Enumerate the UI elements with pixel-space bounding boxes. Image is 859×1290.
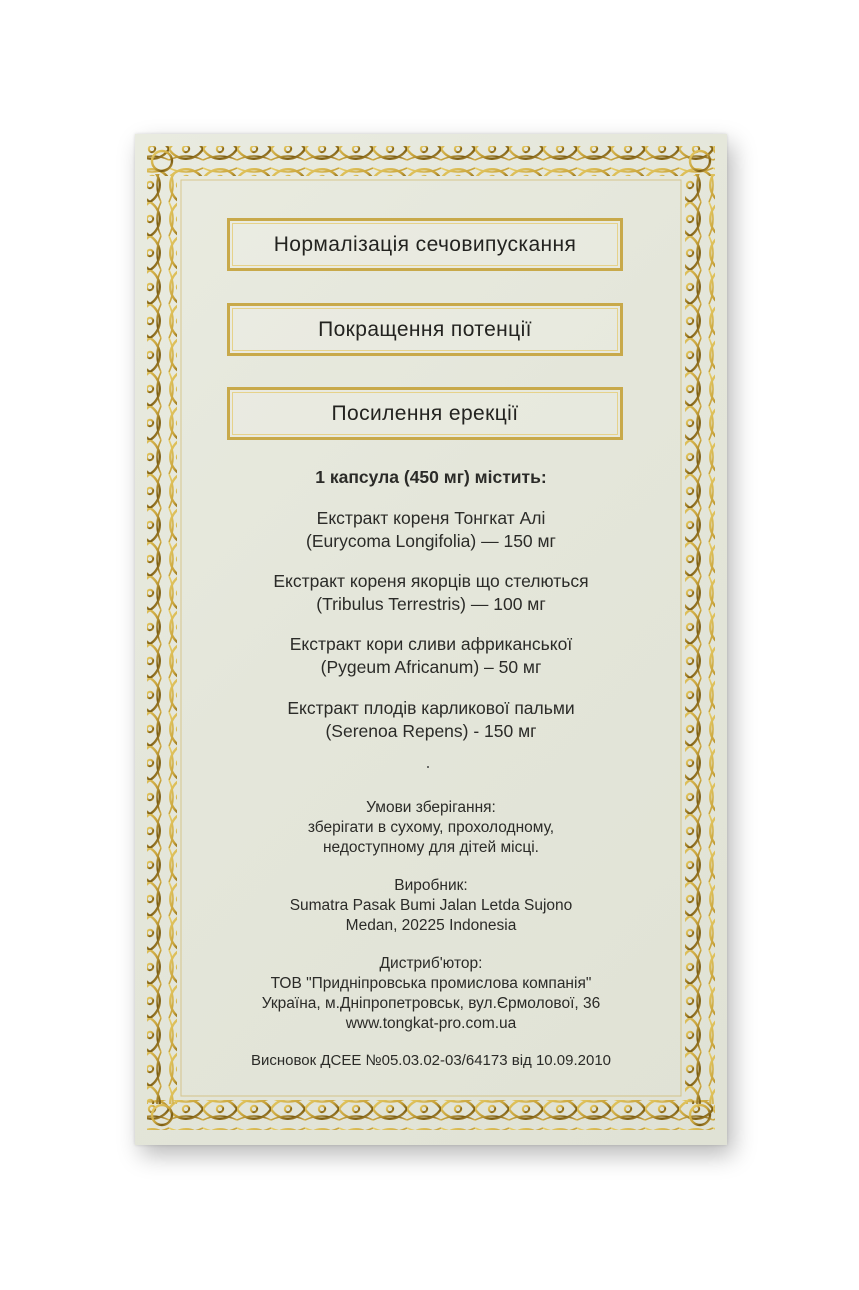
benefit-box-potency bbox=[227, 303, 623, 356]
ingredient-tongkat-ali bbox=[195, 507, 667, 553]
distributor-website: www.tongkat-pro.com.ua bbox=[345, 1015, 517, 1032]
ingredient-name: Екстракт плодів карликової пальми bbox=[287, 698, 575, 718]
storage-title: Умови зберігання: bbox=[366, 799, 496, 816]
storage-line: недоступному для дітей місці. bbox=[322, 839, 539, 856]
manufacturer-title: Виробник: bbox=[394, 877, 468, 894]
ingredient-latin-dose: (Serenoa Repens) - 150 мг bbox=[325, 721, 537, 741]
leaflet-card bbox=[135, 134, 727, 1145]
ingredient-serenoa bbox=[195, 697, 667, 743]
stray-dot bbox=[427, 766, 429, 768]
storage-section bbox=[195, 798, 667, 858]
benefit-box-erection bbox=[227, 387, 623, 440]
manufacturer-line: Sumatra Pasak Bumi Jalan Letda Sujono bbox=[289, 897, 573, 914]
ingredient-latin-dose: (Eurycoma Longifolia) — 150 мг bbox=[306, 531, 556, 551]
benefit-label: Нормалізація сечовипускання bbox=[273, 232, 577, 256]
ingredient-tribulus bbox=[195, 570, 667, 616]
ingredient-latin-dose: (Pygeum Africanum) – 50 мг bbox=[320, 657, 542, 677]
ingredient-pygeum bbox=[195, 633, 667, 679]
distributor-line: Україна, м.Дніпропетровськ, вул.Єрмолової, 36 bbox=[261, 995, 601, 1012]
benefit-label: Посилення ерекції bbox=[331, 401, 519, 425]
ingredient-latin-dose: (Tribulus Terrestris) — 100 мг bbox=[316, 594, 546, 614]
certificate-note: Висновок ДСЕЕ №05.03.02-03/64173 від 10.09.2010 bbox=[250, 1052, 612, 1069]
manufacturer-section bbox=[195, 876, 667, 936]
leaflet-content bbox=[195, 134, 667, 1145]
distributor-line: ТОВ "Придніпровська промислова компанія" bbox=[270, 975, 592, 992]
storage-line: зберігати в сухому, прохолодному, bbox=[307, 819, 555, 836]
distributor-title: Дистриб'ютор: bbox=[379, 955, 483, 972]
ingredient-name: Екстракт кори сливи африканської bbox=[289, 634, 573, 654]
benefit-label: Покращення потенції bbox=[318, 317, 532, 341]
ingredient-name: Екстракт кореня якорців що стелються bbox=[273, 571, 589, 591]
ingredient-name: Екстракт кореня Тонгкат Алі bbox=[316, 508, 546, 528]
benefit-box-urination bbox=[227, 218, 623, 271]
distributor-section bbox=[195, 954, 667, 1034]
capsule-heading: 1 капсула (450 мг) містить: bbox=[315, 467, 547, 487]
manufacturer-line: Medan, 20225 Indonesia bbox=[345, 917, 517, 934]
